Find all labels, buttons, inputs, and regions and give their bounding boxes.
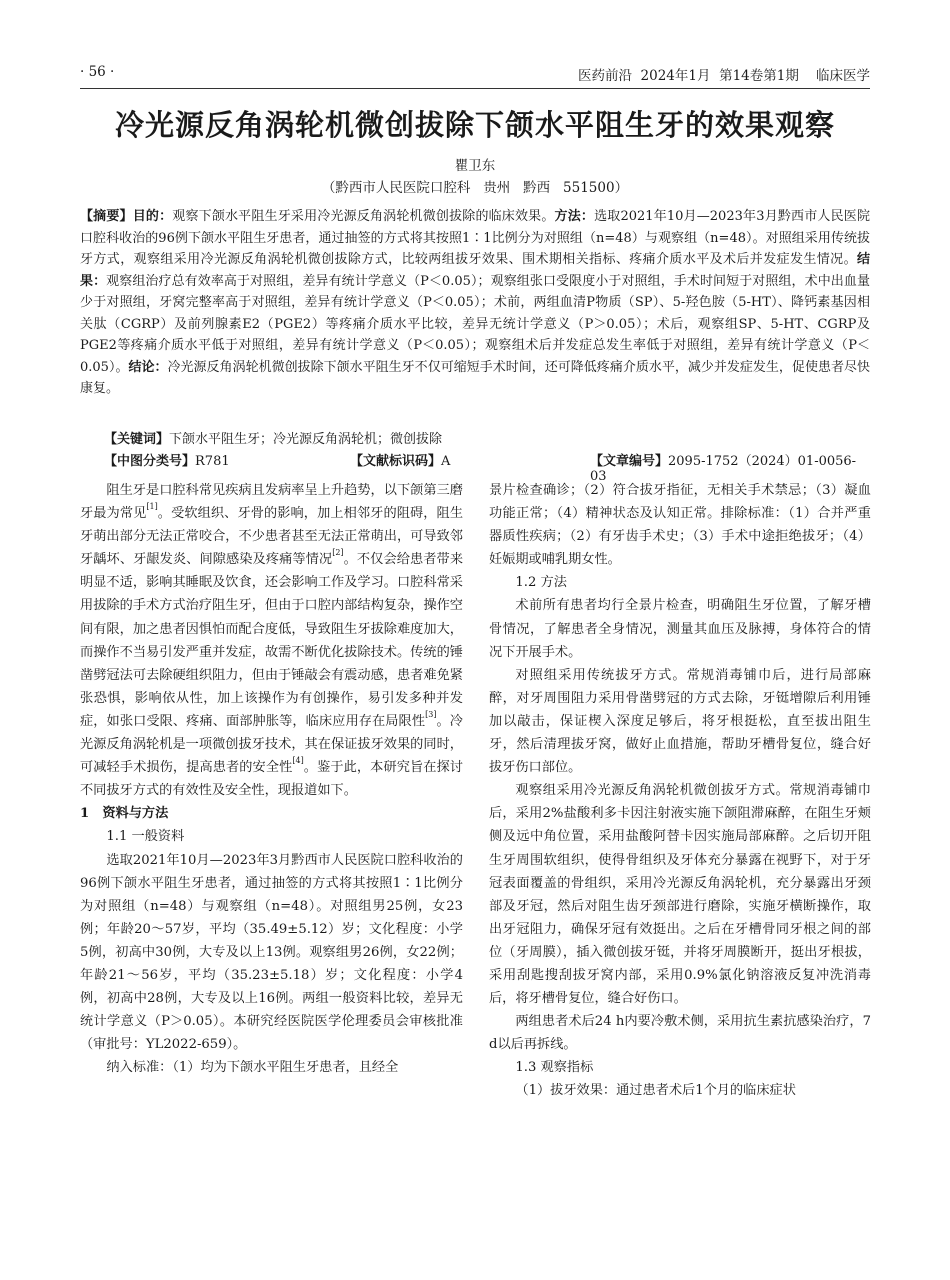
article-number-label: 【文章编号】: [590, 454, 669, 469]
journal-info: 医药前沿 2024年1月 第14卷第1期 临床医学: [577, 68, 870, 84]
citation-ref: [3]: [425, 709, 437, 719]
citation-ref: [1]: [146, 502, 158, 512]
clc-value: R781: [195, 454, 230, 469]
objective-text: 观察下颌水平阻生牙采用冷光源反角涡轮机微创拔除的临床效果。: [172, 209, 555, 224]
citation-ref: [4]: [292, 756, 304, 766]
general-data-paragraph: 选取2021年10月—2023年3月黔西市人民医院口腔科收治的96例下颌水平阻生牙患者，通过抽签的方式将其按照1∶1比例分为对照组（n=48）与观察组（n=48）。对照组男25例，女23例；年龄20～57岁，平均（35.49±5.12）岁；文化程度：小学5例，初高中30例，大专及以上13例。观察组男26例，女22例；年龄21～56岁，平均（35.23±5.18）岁；文化程度：小学4例，初高中28例，大专及以上16例。两组一般资料比较，差异无统计学意义（P＞0.05）。本研究经医院医学伦理委员会审核批准（审批号：YL2022-659）。: [80, 852, 463, 1053]
result-text: 观察组治疗总有效率高于对照组，差异有统计学意义（P＜0.05）；观察组张口受限度小于对照组，手术时间短于对照组，术中出血量少于对照组，牙窝完整率高于对照组，差异有统计学意义（P＜0.05）；术前，两组血清P物质（SP）、5-羟色胺（5-HT）、降钙素基因相关肽（CGRP）及前列腺素E2（PGE2）等疼痛介质水平比较，差异无统计学意义（P＞0.05）；术后，观察组SP、5-HT、CGRP及PGE2等疼痛介质水平低于对照组，差异有统计学意义（P＜0.05）；观察组术后并发症总发生率低于对照组，差异有统计学意义（P＜0.05）。: [80, 273, 870, 375]
keywords: [104, 428, 864, 447]
doc-code-label: 【文献标识码】: [350, 454, 442, 469]
intro-paragraph: [80, 479, 463, 802]
section-heading-1: 1 资料与方法: [80, 806, 169, 822]
clc-field: [104, 450, 230, 469]
method-text: 选取2021年10月—2023年3月黔西市人民医院口腔科收治的96例下颌水平阻生牙患者，通过抽签的方式将其按照1∶1比例分为对照组（n=48）与观察组（n=48）。对照组采用传统拔牙方式，观察组采用冷光源反角涡轮机微创拔除方式，比较两组拔牙效果、围术期相关指标、疼痛介质水平及术后并发症发生情况。: [80, 209, 870, 267]
keywords-text: 下颌水平阻生牙；冷光源反角涡轮机；微创拔除: [169, 432, 443, 447]
page-number: · 56 ·: [80, 64, 115, 80]
keywords-label: 【关键词】: [104, 432, 170, 447]
observation-method-paragraph: 观察组采用冷光源反角涡轮机微创拔牙方式。常规消毒铺巾后，采用2%盐酸利多卡因注射液实施下颌阻滞麻醉，在阻生牙颊侧及远中角位置，采用盐酸阿替卡因实施局部麻醉。之后切开阻生牙周围软组织，使得骨组织及牙体充分暴露在视野下，对于牙冠表面覆盖的骨组织，采用冷光源反角涡轮机，充分暴露出牙颈部及牙冠，然后对阻生齿牙颈部进行磨除，实施牙横断操作，取出牙冠阻力，确保牙冠有效挺出。之后在牙槽骨同牙根之间的部位（牙周膜），插入微创拔牙铤，并将牙周膜断开，挺出牙根拔，采用刮匙搜刮拔牙窝内部，采用0.9%氯化钠溶液反复冲洗消毒后，将牙槽骨复位，缝合好伤口。: [489, 783, 871, 1007]
abstract-label: 【摘要】: [80, 209, 133, 224]
doc-code-value: A: [441, 454, 451, 469]
objective-label: 目的：: [132, 209, 173, 224]
method-label: 方法：: [554, 209, 595, 224]
section-heading-1-3: 1.3 观察指标: [515, 1060, 594, 1076]
outcome-paragraph: （1）拔牙效果：通过患者术后1个月的临床症状: [515, 1083, 796, 1099]
citation-ref: [2]: [332, 548, 344, 558]
article-title: 冷光源反角涡轮机微创拔除下颌水平阻生牙的效果观察: [114, 108, 835, 142]
control-method-paragraph: 对照组采用传统拔牙方式。常规消毒铺巾后，进行局部麻醉，对牙周围阻力采用骨凿劈冠的方式去除，牙铤增隙后利用锤加以敲击，保证楔入深度足够后，将牙根挺松，直至拔出阻生牙，然后清理拔牙窝，做好止血措施，帮助牙槽骨复位，缝合好拔牙伤口部位。: [489, 667, 871, 776]
postop-paragraph: 两组患者术后24 h内要冷敷术侧，采用抗生素抗感染治疗，7 d以后再拆线。: [489, 1014, 871, 1053]
author: 瞿卫东: [454, 158, 496, 174]
abstract: [80, 206, 870, 400]
right-column: [489, 479, 871, 1103]
section-heading-1-2: 1.2 方法: [515, 575, 567, 591]
criteria-continued-paragraph: 景片检查确诊；（2）符合拔牙指征，无相关手术禁忌；（3）凝血功能正常；（4）精神状态及认知正常。排除标准：（1）合并严重器质性疾病；（2）有牙齿手术史；（3）手术中途拒绝拔牙；（4）妊娠期或哺乳期女性。: [489, 483, 871, 568]
conclusion-text: 冷光源反角涡轮机微创拔除下颌水平阻生牙不仅可缩短手术时间，还可降低疼痛介质水平，减少并发症发生，促使患者尽快康复。: [80, 359, 870, 396]
clc-label: 【中图分类号】: [104, 454, 196, 469]
intro-text-5: 。鉴于此，本研究旨在探讨不同拔牙方式的有效性及安全性，现报道如下。: [80, 760, 463, 799]
classification-line: [80, 450, 870, 484]
intro-text-2: 。受软组织、牙骨的影响，加上相邻牙的阻碍，阻生牙萌出部分无法正常咬合，不少患者甚至无法正常萌出，可导致邻牙龋坏、牙龈发炎、间隙感染及疼痛等情况: [80, 506, 464, 568]
intro-text-1: 阻生牙是口腔科常见疾病且发病率呈上升趋势，以下颌第三磨牙最为常见: [80, 483, 463, 522]
inclusion-criteria-paragraph: 纳入标准：（1）均为下颌水平阻生牙患者，且经全: [106, 1060, 399, 1076]
article-number-value: 2095-1752（2024）01-0056-03: [590, 454, 857, 484]
doc-code-field: [350, 450, 450, 469]
header-divider: [80, 88, 870, 89]
preop-paragraph: 术前所有患者均行全景片检查，明确阻生牙位置，了解牙槽骨情况，了解患者全身情况，测量其血压及脉搏，身体符合的情况下开展手术。: [489, 598, 871, 660]
intro-text-4: 。冷光源反角涡轮机是一项微创拔牙技术，其在保证拔牙效果的同时，可减轻手术损伤，提高患者的安全性: [80, 713, 463, 776]
left-column: [80, 479, 463, 1079]
result-label: 结果：: [80, 252, 870, 289]
conclusion-label: 结论：: [128, 359, 168, 375]
section-heading-1-1: 1.1 一般资料: [106, 829, 185, 845]
affiliation: （黔西市人民医院口腔科 贵州 黔西 551500）: [321, 180, 629, 196]
intro-text-3: 。不仅会给患者带来明显不适，影响其睡眠及饮食，还会影响工作及学习。口腔科常采用拔除的手术方式治疗阻生牙，但由于口腔内部结构复杂，操作空间有限，加之患者因惧怕而配合度低，导致阻生牙拔除难度加大，而操作不当易引发严重并发症，故需不断优化拔除技术。传统的锤凿劈冠法可去除硬组织阻力，但由于锤敲会有震动感，患者难免紧张恐惧，影响依从性，加上该操作为有创操作，易引发多种并发症，如张口受限、疼痛、面部肿胀等，临床应用存在局限性: [80, 552, 464, 729]
running-header: [80, 62, 870, 86]
